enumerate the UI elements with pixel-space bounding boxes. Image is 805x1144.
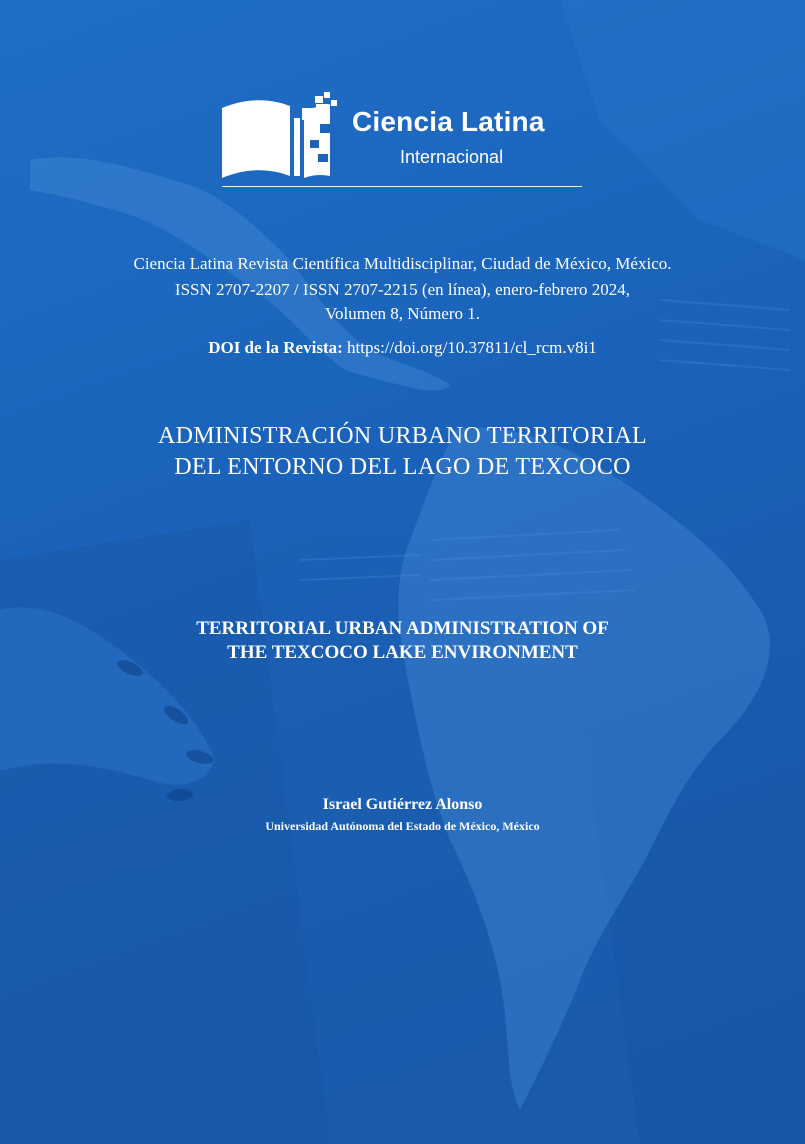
- doi-line: [0, 338, 805, 358]
- logo-divider: [222, 186, 582, 187]
- title-en-line-2: THE TEXCOCO LAKE ENVIRONMENT: [227, 642, 578, 663]
- journal-line-2: ISSN 2707-2207 / ISSN 2707-2215 (en línea), enero-febrero 2024,: [174, 280, 631, 299]
- author-affiliation: Universidad Autónoma del Estado de México, México: [265, 819, 540, 833]
- doi-link[interactable]: https://doi.org/10.37811/cl_rcm.v8i1: [347, 338, 597, 357]
- title-en-line-1: TERRITORIAL URBAN ADMINISTRATION OF: [196, 618, 609, 639]
- title-es-line-2: DEL ENTORNO DEL LAGO DE TEXCOCO: [174, 454, 631, 480]
- journal-line-1: Ciencia Latina Revista Científica Multidisciplinar, Ciudad de México, México.: [133, 254, 672, 273]
- journal-line-3: Volumen 8, Número 1.: [324, 304, 481, 323]
- book-logo-icon: [220, 90, 585, 190]
- brand-subtitle: Internacional: [400, 147, 504, 167]
- brand-name: Ciencia Latina: [352, 106, 545, 137]
- title-es-line-1: ADMINISTRACIÓN URBANO TERRITORIAL: [157, 423, 648, 449]
- author-name: Israel Gutiérrez Alonso: [322, 796, 483, 813]
- doi-label: DOI de la Revista:: [208, 338, 343, 357]
